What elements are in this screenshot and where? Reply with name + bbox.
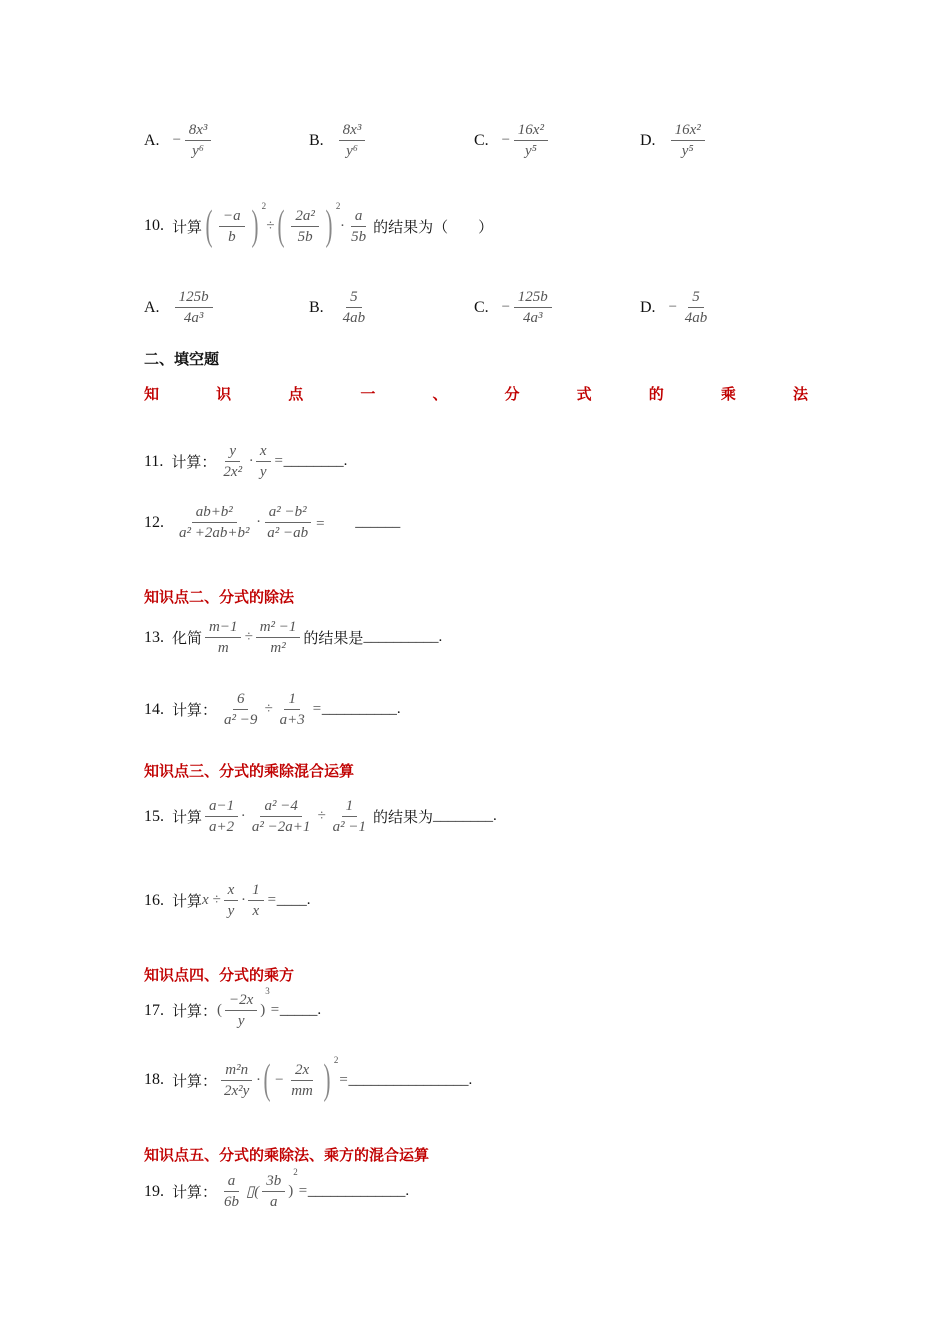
parenthesis: ( bbox=[205, 203, 213, 249]
operator: = bbox=[311, 701, 322, 717]
fraction bbox=[347, 206, 370, 247]
fraction bbox=[220, 1171, 243, 1212]
denominator: 2x² bbox=[223, 464, 243, 480]
denominator: m² bbox=[270, 640, 286, 656]
question-text: 的结果为（ ） bbox=[373, 217, 494, 236]
question-text: 计算 bbox=[172, 217, 203, 236]
operator: ÷ bbox=[317, 808, 326, 824]
parenthesis: ) bbox=[325, 203, 333, 249]
exponent: 3 bbox=[265, 986, 270, 996]
fraction bbox=[681, 287, 712, 328]
numerator: 6 bbox=[233, 689, 249, 710]
operator: = bbox=[297, 1183, 308, 1199]
section-title: 二、填空题 bbox=[144, 350, 220, 368]
operator: ÷ bbox=[266, 217, 275, 234]
exponent: 2 bbox=[333, 1055, 339, 1065]
fraction bbox=[291, 206, 319, 247]
question-13 bbox=[144, 617, 442, 658]
fraction bbox=[256, 617, 301, 658]
question-text: 计算： bbox=[171, 453, 217, 471]
numerator: 1 bbox=[284, 689, 300, 710]
denominator: a² −1 bbox=[332, 819, 366, 835]
fraction bbox=[219, 441, 246, 482]
heading-char: 的 bbox=[648, 385, 664, 403]
heading-char: 法 bbox=[792, 385, 808, 403]
operator: ▯( bbox=[246, 1184, 260, 1200]
fraction bbox=[205, 796, 238, 837]
answer-blank[interactable]: _____________ bbox=[307, 1183, 406, 1199]
numerator: 16x² bbox=[671, 120, 705, 141]
question-text: 计算 bbox=[172, 808, 203, 826]
numerator: a bbox=[224, 1171, 240, 1192]
answer-blank[interactable]: ________ bbox=[283, 453, 344, 469]
numerator: m² −1 bbox=[256, 617, 301, 638]
numerator: 5 bbox=[688, 287, 704, 308]
numerator: x bbox=[256, 441, 271, 462]
exponent: 2 bbox=[261, 201, 267, 211]
operator: ÷ bbox=[264, 701, 273, 717]
numerator: 8x³ bbox=[185, 120, 212, 141]
numerator: y bbox=[225, 441, 240, 462]
operator: · bbox=[256, 1071, 261, 1088]
numerator: m²n bbox=[221, 1060, 252, 1081]
denominator: 5b bbox=[351, 228, 367, 245]
denominator: y⁶ bbox=[192, 143, 204, 159]
numerator: 125b bbox=[175, 287, 213, 308]
answer-blank: . bbox=[317, 1002, 322, 1018]
numerator: m−1 bbox=[205, 617, 241, 638]
heading-char: 识 bbox=[216, 385, 232, 403]
question-text: 计算： bbox=[172, 1002, 218, 1020]
denominator: a+2 bbox=[209, 819, 235, 835]
fraction bbox=[287, 1060, 317, 1101]
question-number: 11. bbox=[144, 452, 164, 470]
answer-blank[interactable]: __________ bbox=[321, 701, 397, 717]
answer-blank[interactable]: ________ bbox=[433, 808, 494, 824]
denominator: x bbox=[252, 903, 260, 919]
answer-option-A[interactable] bbox=[144, 287, 216, 328]
fraction bbox=[219, 206, 245, 247]
numerator: 3b bbox=[262, 1171, 285, 1192]
denominator: a² −ab bbox=[267, 525, 309, 541]
option-label: B. bbox=[309, 298, 324, 316]
answer-blank: . bbox=[405, 1183, 410, 1199]
operator: − bbox=[667, 299, 678, 315]
operator: − bbox=[274, 1071, 285, 1088]
question-text: 计算： bbox=[172, 701, 218, 719]
answer-blank: . bbox=[396, 701, 401, 717]
heading-char: 一 bbox=[360, 385, 376, 403]
answer-blank[interactable]: ____ bbox=[276, 892, 307, 908]
question-number: 10. bbox=[144, 217, 164, 234]
denominator: a² +2ab+b² bbox=[179, 525, 250, 541]
fraction bbox=[339, 287, 370, 328]
question-text: 的结果是 bbox=[303, 629, 364, 647]
parenthesis: ( bbox=[263, 1057, 271, 1103]
denominator: y bbox=[227, 903, 235, 919]
denominator: y bbox=[237, 1013, 245, 1029]
question-14 bbox=[144, 689, 401, 730]
denominator: b bbox=[228, 228, 236, 245]
fraction bbox=[175, 502, 254, 543]
heading-char: 、 bbox=[432, 385, 448, 403]
fraction bbox=[339, 120, 366, 161]
heading-char: 乘 bbox=[720, 385, 736, 403]
denominator: 4ab bbox=[684, 310, 708, 326]
fraction bbox=[225, 990, 257, 1031]
answer-blank: . bbox=[438, 629, 443, 645]
fraction bbox=[220, 1060, 253, 1101]
option-label: B. bbox=[309, 131, 324, 149]
option-label: A. bbox=[144, 131, 160, 149]
denominator: 2x²y bbox=[224, 1082, 250, 1099]
answer-option-A[interactable] bbox=[144, 120, 214, 161]
question-number: 18. bbox=[144, 1071, 164, 1088]
denominator: a² −2a+1 bbox=[251, 819, 311, 835]
fraction bbox=[175, 287, 213, 328]
fraction bbox=[514, 287, 552, 328]
fraction bbox=[514, 120, 548, 161]
numerator: 1 bbox=[342, 796, 358, 817]
question-text: 的结果为 bbox=[373, 808, 434, 826]
numerator: ab+b² bbox=[192, 502, 237, 523]
heading-char: 知 bbox=[144, 385, 160, 403]
fraction bbox=[263, 502, 312, 543]
numerator: x bbox=[224, 880, 239, 901]
operator: − bbox=[500, 132, 511, 148]
numerator: a−1 bbox=[205, 796, 238, 817]
fraction bbox=[248, 796, 315, 837]
answer-blank: . bbox=[468, 1071, 473, 1088]
knowledge-heading: 知识点四、分式的乘方 bbox=[144, 966, 295, 984]
answer-blank[interactable]: ________________ bbox=[348, 1071, 469, 1088]
operator: = bbox=[269, 1002, 280, 1018]
numerator: −a bbox=[219, 206, 245, 227]
operator: · bbox=[249, 453, 253, 469]
denominator: y⁵ bbox=[681, 143, 694, 159]
answer-blank: . bbox=[493, 808, 497, 824]
question-11 bbox=[144, 441, 347, 482]
fraction bbox=[205, 617, 241, 658]
question-number: 19. bbox=[144, 1182, 164, 1200]
operator: · bbox=[340, 217, 345, 234]
question-15 bbox=[144, 796, 497, 837]
parenthesis: ) bbox=[251, 203, 259, 249]
operator: = bbox=[273, 453, 284, 469]
answer-blank: . bbox=[343, 453, 348, 469]
denominator: m bbox=[217, 640, 229, 656]
question-19 bbox=[144, 1167, 410, 1212]
numerator: 8x³ bbox=[339, 120, 366, 141]
denominator: a bbox=[270, 1194, 278, 1210]
question-18 bbox=[144, 1055, 473, 1103]
denominator: a² −9 bbox=[224, 712, 258, 728]
heading-char: 分 bbox=[504, 385, 520, 403]
denominator: 4ab bbox=[342, 310, 366, 326]
answer-blank[interactable]: __________ bbox=[363, 629, 439, 645]
numerator: 2a² bbox=[291, 206, 319, 227]
question-text: 化简 bbox=[172, 629, 203, 647]
question-text: 计算： bbox=[172, 1071, 218, 1090]
fraction bbox=[224, 880, 239, 921]
question-number: 12. bbox=[144, 513, 164, 531]
numerator: a² −4 bbox=[260, 796, 301, 817]
question-number: 15. bbox=[144, 807, 164, 825]
operator: ÷ bbox=[244, 629, 253, 645]
operator: · bbox=[256, 514, 261, 530]
question-text: 计算： bbox=[172, 1183, 218, 1201]
denominator: 4a³ bbox=[183, 310, 204, 326]
denominator: 6b bbox=[224, 1194, 240, 1210]
fraction bbox=[329, 796, 370, 837]
question-number: 17. bbox=[144, 1001, 164, 1019]
question-16 bbox=[144, 880, 310, 921]
operator: = bbox=[266, 892, 277, 908]
parenthesis: ) bbox=[288, 1183, 294, 1199]
exponent: 2 bbox=[293, 1167, 298, 1177]
denominator: 5b bbox=[297, 228, 313, 245]
denominator: y⁵ bbox=[524, 143, 537, 159]
numerator: −2x bbox=[225, 990, 257, 1011]
fraction bbox=[276, 689, 309, 730]
knowledge-heading: 知识点二、分式的除法 bbox=[144, 588, 295, 606]
denominator: y bbox=[259, 464, 267, 480]
knowledge-heading: 知识点三、分式的乘除混合运算 bbox=[144, 762, 355, 780]
question-number: 16. bbox=[144, 891, 164, 909]
operator: = bbox=[338, 1071, 349, 1088]
operator: · bbox=[241, 892, 246, 908]
parenthesis: ) bbox=[260, 1002, 266, 1018]
parenthesis: ) bbox=[323, 1057, 331, 1103]
denominator: 4a³ bbox=[523, 310, 543, 326]
numerator: a² −b² bbox=[265, 502, 311, 523]
fraction bbox=[248, 880, 264, 921]
fraction bbox=[671, 120, 705, 161]
fraction bbox=[262, 1171, 285, 1212]
answer-blank: . bbox=[306, 892, 311, 908]
denominator: mm bbox=[291, 1082, 313, 1099]
question-10 bbox=[144, 201, 494, 249]
option-label: C. bbox=[474, 131, 489, 149]
fraction bbox=[185, 120, 212, 161]
question-number: 13. bbox=[144, 628, 164, 646]
answer-blank[interactable]: _____ bbox=[279, 1002, 318, 1018]
option-label: C. bbox=[474, 298, 489, 316]
option-label: D. bbox=[640, 131, 656, 149]
numerator: 1 bbox=[248, 880, 264, 901]
answer-blank[interactable]: ______ bbox=[355, 514, 401, 530]
question-number: 14. bbox=[144, 700, 164, 718]
fraction bbox=[256, 441, 271, 482]
option-label: A. bbox=[144, 298, 160, 316]
operator: x ÷ bbox=[202, 892, 221, 908]
answer-option-B[interactable] bbox=[309, 287, 372, 328]
exponent: 2 bbox=[335, 201, 341, 211]
operator: − bbox=[500, 299, 511, 315]
answer-option-C[interactable] bbox=[474, 120, 551, 161]
question-12 bbox=[144, 502, 400, 543]
answer-option-C[interactable] bbox=[474, 287, 555, 328]
parenthesis: ( bbox=[217, 1002, 223, 1018]
parenthesis: ( bbox=[277, 203, 285, 249]
numerator: 16x² bbox=[514, 120, 548, 141]
question-text: 计算 bbox=[172, 892, 203, 910]
heading-char: 式 bbox=[576, 385, 592, 403]
answer-option-D[interactable] bbox=[640, 287, 714, 328]
fraction bbox=[220, 689, 261, 730]
heading-char: 点 bbox=[288, 385, 304, 403]
numerator: a bbox=[351, 206, 367, 227]
operator: · bbox=[241, 808, 245, 824]
numerator: 125b bbox=[514, 287, 552, 308]
numerator: 2x bbox=[291, 1060, 313, 1081]
option-label: D. bbox=[640, 298, 656, 316]
numerator: 5 bbox=[346, 287, 362, 308]
operator: = bbox=[315, 516, 356, 532]
knowledge-heading-1 bbox=[144, 383, 808, 404]
denominator: a+3 bbox=[279, 712, 305, 728]
knowledge-heading: 知识点五、分式的乘除法、乘方的混合运算 bbox=[144, 1146, 430, 1164]
question-17 bbox=[144, 986, 322, 1031]
operator: − bbox=[171, 132, 182, 148]
answer-option-B[interactable] bbox=[309, 120, 368, 161]
answer-option-D[interactable] bbox=[640, 120, 708, 161]
denominator: y⁶ bbox=[346, 143, 358, 159]
